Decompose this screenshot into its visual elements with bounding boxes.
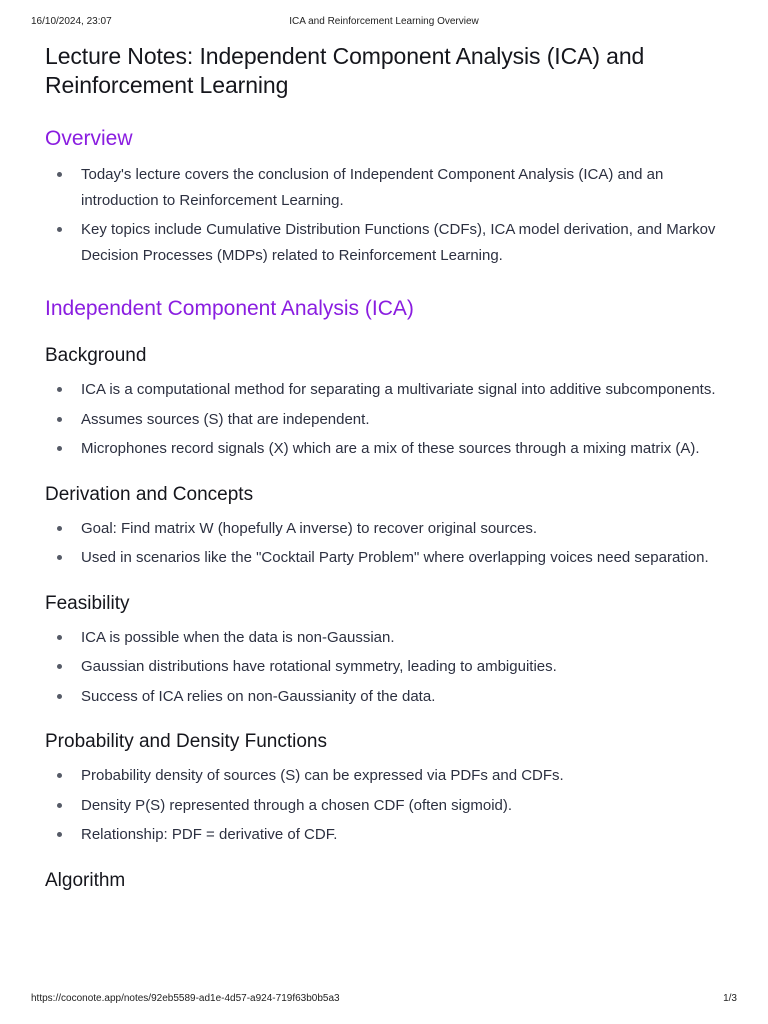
print-header [31, 16, 737, 30]
probability-list [45, 763, 725, 848]
background-heading: Background [45, 345, 147, 366]
list-item: Relationship: PDF = derivative of CDF. [45, 822, 725, 848]
print-footer [31, 993, 737, 1007]
ica-heading: Independent Component Analysis (ICA) [45, 297, 414, 320]
list-item: Gaussian distributions have rotational symmetry, leading to ambiguities. [45, 654, 725, 680]
list-item: Microphones record signals (X) which are a mix of these sources through a mixing matrix (A). [45, 436, 725, 462]
print-page-number: 1/3 [723, 993, 737, 1004]
list-item: Used in scenarios like the "Cocktail Party Problem" where overlapping voices need separation. [45, 545, 725, 571]
feasibility-heading: Feasibility [45, 592, 130, 614]
overview-list [45, 162, 725, 268]
print-page-title: ICA and Reinforcement Learning Overview [289, 16, 479, 27]
print-url: https://coconote.app/notes/92eb5589-ad1e-4d57-a924-719f63b0b5a3 [31, 993, 340, 1004]
document-title: Lecture Notes: Independent Component Analysis (ICA) and Reinforcement Learning [45, 43, 645, 98]
list-item: ICA is possible when the data is non-Gaussian. [45, 625, 725, 651]
list-item: Goal: Find matrix W (hopefully A inverse) to recover original sources. [45, 516, 725, 542]
list-item: Assumes sources (S) that are independent. [45, 407, 725, 433]
overview-heading: Overview [45, 127, 133, 150]
algorithm-heading: Algorithm [45, 869, 126, 891]
probability-heading: Probability and Density Functions [45, 731, 327, 752]
list-item: ICA is a computational method for separating a multivariate signal into additive subcomponents. [45, 377, 725, 403]
feasibility-list [45, 625, 725, 710]
list-item: Success of ICA relies on non-Gaussianity of the data. [45, 684, 725, 710]
print-datetime: 16/10/2024, 23:07 [31, 16, 112, 27]
list-item: Probability density of sources (S) can be expressed via PDFs and CDFs. [45, 763, 725, 789]
document-body [45, 42, 725, 893]
derivation-heading: Derivation and Concepts [45, 483, 254, 505]
derivation-list [45, 516, 725, 571]
background-list [45, 377, 725, 462]
list-item: Density P(S) represented through a chosen CDF (often sigmoid). [45, 793, 725, 819]
list-item: Today's lecture covers the conclusion of Independent Component Analysis (ICA) and an introduction to Reinforcement Learning. [45, 162, 725, 213]
list-item: Key topics include Cumulative Distribution Functions (CDFs), ICA model derivation, and Markov Decision Processes (MDPs) related to Reinforcement Learning. [45, 217, 725, 268]
